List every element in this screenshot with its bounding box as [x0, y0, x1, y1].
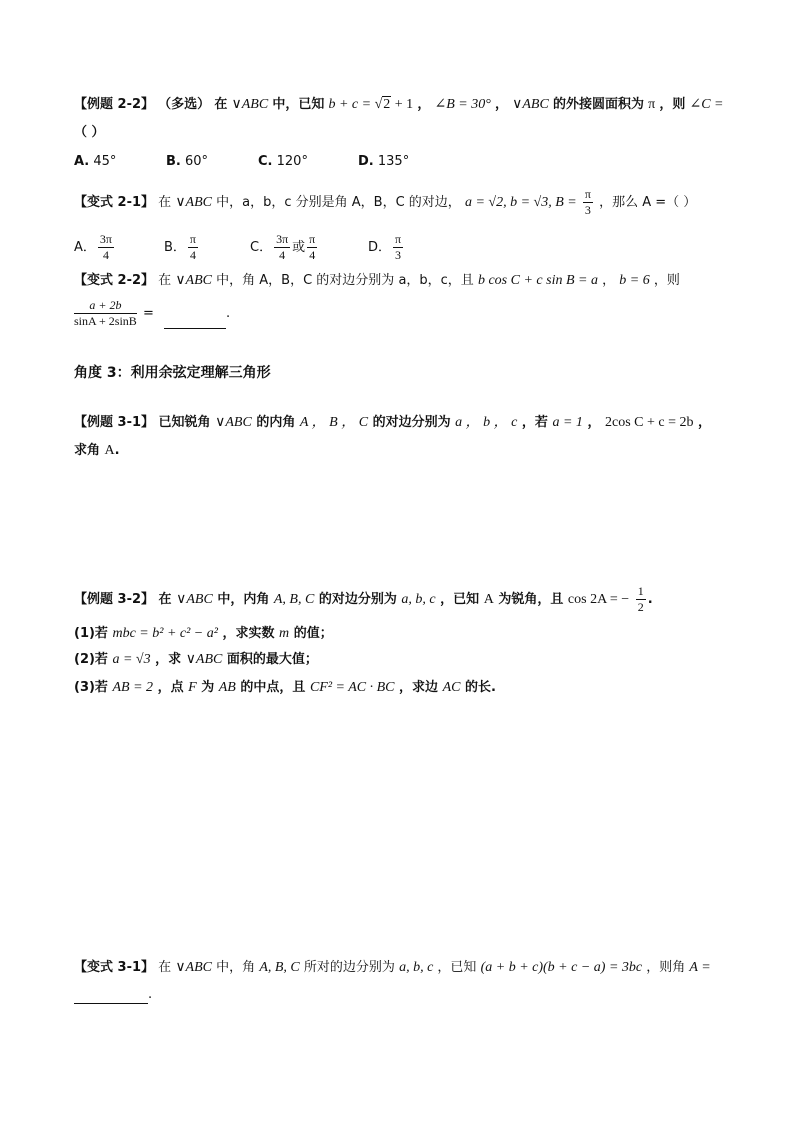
- text: 的外接圆面积为: [552, 97, 644, 112]
- example-3-2-line-1: [74, 584, 653, 615]
- text: (2)若: [74, 652, 108, 667]
- angle-b: ∠B = 30°: [434, 97, 491, 112]
- variant-2-2-tag: 【变式 2-2】: [74, 273, 155, 288]
- option-a[interactable]: [74, 232, 164, 263]
- option-c[interactable]: [250, 232, 368, 263]
- fraction: [274, 232, 290, 263]
- frac-den: 4: [102, 248, 109, 262]
- text: ，则角: [646, 960, 686, 975]
- text: ，: [494, 97, 508, 112]
- option-label: A．: [74, 240, 96, 255]
- segment-ac: AC: [442, 680, 461, 695]
- fraction: [188, 232, 198, 263]
- question-1: [74, 625, 333, 643]
- option-c[interactable]: [258, 153, 358, 171]
- variant-2-1-tag: 【变式 2-1】: [74, 195, 155, 210]
- period: .: [148, 987, 153, 1002]
- option-label: D.: [358, 154, 374, 169]
- triangle-abc: ∨ABC: [175, 195, 213, 210]
- text: ，若: [521, 415, 548, 430]
- sqrt: √2: [374, 97, 391, 112]
- fraction: [583, 187, 593, 218]
- angle-c: ∠C =: [689, 97, 724, 112]
- text: (3)若: [74, 680, 108, 695]
- option-label: B.: [166, 154, 181, 169]
- segment-ab: AB: [218, 680, 236, 695]
- answer-blank[interactable]: [74, 989, 148, 1004]
- example-2-2-options: [74, 153, 409, 171]
- option-d[interactable]: [368, 232, 405, 263]
- frac-den: 4: [279, 248, 286, 262]
- period: .: [647, 592, 653, 607]
- frac-den: 4: [309, 248, 316, 262]
- equation: a = 1: [552, 415, 583, 430]
- example-2-2-kind: （多选）: [158, 97, 211, 112]
- text: ，: [698, 415, 712, 430]
- text: ，则: [659, 97, 686, 112]
- fraction: [307, 232, 317, 263]
- option-text: 45°: [93, 154, 117, 169]
- text: 所对的边分别为: [303, 960, 395, 975]
- equation: (a + b + c)(b + c − a) = 3bc: [480, 960, 643, 975]
- frac-den: 3: [395, 248, 402, 262]
- triangle-abc: ∨ABC: [176, 592, 213, 607]
- example-3-1-line-1: [74, 414, 711, 432]
- text: 已知锐角: [158, 415, 211, 430]
- fraction: [636, 584, 646, 615]
- example-3-2-tag: 【例题 3-2】: [74, 592, 155, 607]
- variant-2-1-options: [74, 232, 405, 263]
- text: ，: [602, 273, 616, 288]
- pi: π: [648, 97, 656, 112]
- variables: A, B, C: [259, 960, 300, 975]
- sqrt-arg: 2: [383, 97, 391, 112]
- text: ，求边: [399, 680, 439, 695]
- text: 的长.: [465, 680, 496, 695]
- example-3-1-line-2: [74, 442, 120, 460]
- fraction: [393, 232, 403, 263]
- text: 中，角: [216, 960, 256, 975]
- variant-3-1-line-1: [74, 959, 711, 977]
- text: 在: [158, 592, 172, 607]
- point-f: F: [188, 680, 197, 695]
- text: 的值；: [293, 626, 333, 641]
- equation: b + c =: [328, 97, 375, 112]
- fraction: [98, 232, 114, 263]
- text: 面积的最大值；: [226, 652, 318, 667]
- text: ，求实数: [222, 626, 275, 641]
- frac-num: π: [309, 232, 316, 246]
- option-a[interactable]: [74, 153, 166, 171]
- frac-den: 3: [584, 203, 591, 217]
- question-2: [74, 651, 318, 669]
- text: ，则: [653, 273, 680, 288]
- triangle-abc: ∨ABC: [175, 273, 213, 288]
- text: 中，a，b，c 分别是角 A，B，C 的对边，: [216, 195, 461, 210]
- option-text: 135°: [377, 154, 410, 169]
- equation: b cos C + c sin B = a: [477, 273, 598, 288]
- equation: 2cos C + c = 2b: [604, 415, 694, 430]
- triangle-abc: ∨ABC: [512, 97, 549, 112]
- text: ，点: [157, 680, 184, 695]
- option-label: C．: [250, 240, 273, 255]
- angle-a: A: [104, 443, 115, 458]
- variant-3-1-tag: 【变式 3-1】: [74, 960, 155, 975]
- answer-blank[interactable]: [164, 314, 226, 329]
- example-3-1-tag: 【例题 3-1】: [74, 415, 155, 430]
- frac-num: 3π: [276, 232, 289, 246]
- equation: + 1: [391, 97, 414, 112]
- text: 在: [158, 273, 172, 288]
- or-text: 或: [292, 240, 306, 255]
- text: ，已知: [440, 592, 480, 607]
- triangle-abc: ∨ABC: [185, 652, 223, 667]
- text: 的中点，且: [240, 680, 306, 695]
- frac-den: sinA + 2sinB: [74, 314, 137, 328]
- option-label: C.: [258, 154, 273, 169]
- option-b[interactable]: [164, 232, 250, 263]
- text: 中，已知: [272, 97, 325, 112]
- text: 的对边分别为: [372, 415, 451, 430]
- text: ，已知: [437, 960, 477, 975]
- equation: mbc = b² + c² − a²: [112, 626, 218, 641]
- example-2-2-line-1: [74, 96, 723, 114]
- option-label: D．: [368, 240, 392, 255]
- answer-paren: （ ）: [74, 125, 105, 140]
- variables: a, b, c: [399, 960, 434, 975]
- text: 为: [201, 680, 215, 695]
- equation: A =: [689, 960, 711, 975]
- equation: a = √2, b = √3, B =: [464, 195, 577, 210]
- option-label: B．: [164, 240, 186, 255]
- text: 在: [158, 195, 172, 210]
- frac-den: 2: [637, 600, 644, 614]
- equals: =: [142, 306, 154, 321]
- frac-num: a + 2b: [74, 298, 137, 314]
- frac-num: π: [395, 232, 402, 246]
- variable-m: m: [279, 626, 290, 641]
- option-label: A.: [74, 154, 90, 169]
- text: 求角: [74, 443, 101, 458]
- text: ，: [587, 415, 601, 430]
- angle-a: A: [483, 592, 494, 607]
- variables: a ， b ， c: [455, 415, 518, 430]
- option-text: 60°: [185, 154, 209, 169]
- variant-2-1-line: [74, 187, 696, 218]
- frac-num: π: [584, 187, 591, 201]
- text: 的对边分别为: [318, 592, 397, 607]
- triangle-abc: ∨ABC: [231, 97, 269, 112]
- variables: A, B, C: [273, 592, 315, 607]
- equation: b = 6: [619, 273, 650, 288]
- text: 为锐角，且: [498, 592, 564, 607]
- equation: cos 2A = −: [567, 592, 630, 607]
- section-3-title: 角度 3：利用余弦定理解三角形: [74, 365, 271, 381]
- question-3: [74, 679, 496, 697]
- fraction: [74, 298, 137, 329]
- period: .: [114, 443, 120, 458]
- text: ，求: [155, 652, 182, 667]
- option-d[interactable]: [358, 153, 409, 171]
- equation: CF² = AC · BC: [309, 680, 395, 695]
- variables: A ， B ， C: [299, 415, 369, 430]
- text: 的内角: [256, 415, 296, 430]
- frac-num: π: [189, 232, 196, 246]
- option-text: 120°: [276, 154, 308, 169]
- text: ，那么 A =（ ）: [599, 195, 697, 210]
- text: 中，角 A，B，C 的对边分别为 a，b，c，且: [216, 273, 474, 288]
- text: ，: [417, 97, 431, 112]
- option-b[interactable]: [166, 153, 258, 171]
- frac-num: 3π: [99, 232, 112, 246]
- triangle-abc: ∨ABC: [175, 960, 213, 975]
- frac-num: 1: [637, 584, 644, 598]
- text: 在: [214, 97, 228, 112]
- triangle-abc: ∨ABC: [215, 415, 252, 430]
- equation: AB = 2: [112, 680, 154, 695]
- variables: a, b, c: [401, 592, 436, 607]
- equation: a = √3: [112, 652, 151, 667]
- period: .: [225, 306, 231, 321]
- variant-3-1-line-2: [74, 986, 152, 1004]
- frac-den: 4: [189, 248, 196, 262]
- variant-2-2-line-2: [74, 298, 230, 329]
- variant-2-2-line-1: [74, 272, 680, 290]
- text: (1)若: [74, 626, 108, 641]
- example-2-2-tag: 【例题 2-2】: [74, 97, 155, 112]
- text: 中，内角: [217, 592, 270, 607]
- text: 在: [158, 960, 172, 975]
